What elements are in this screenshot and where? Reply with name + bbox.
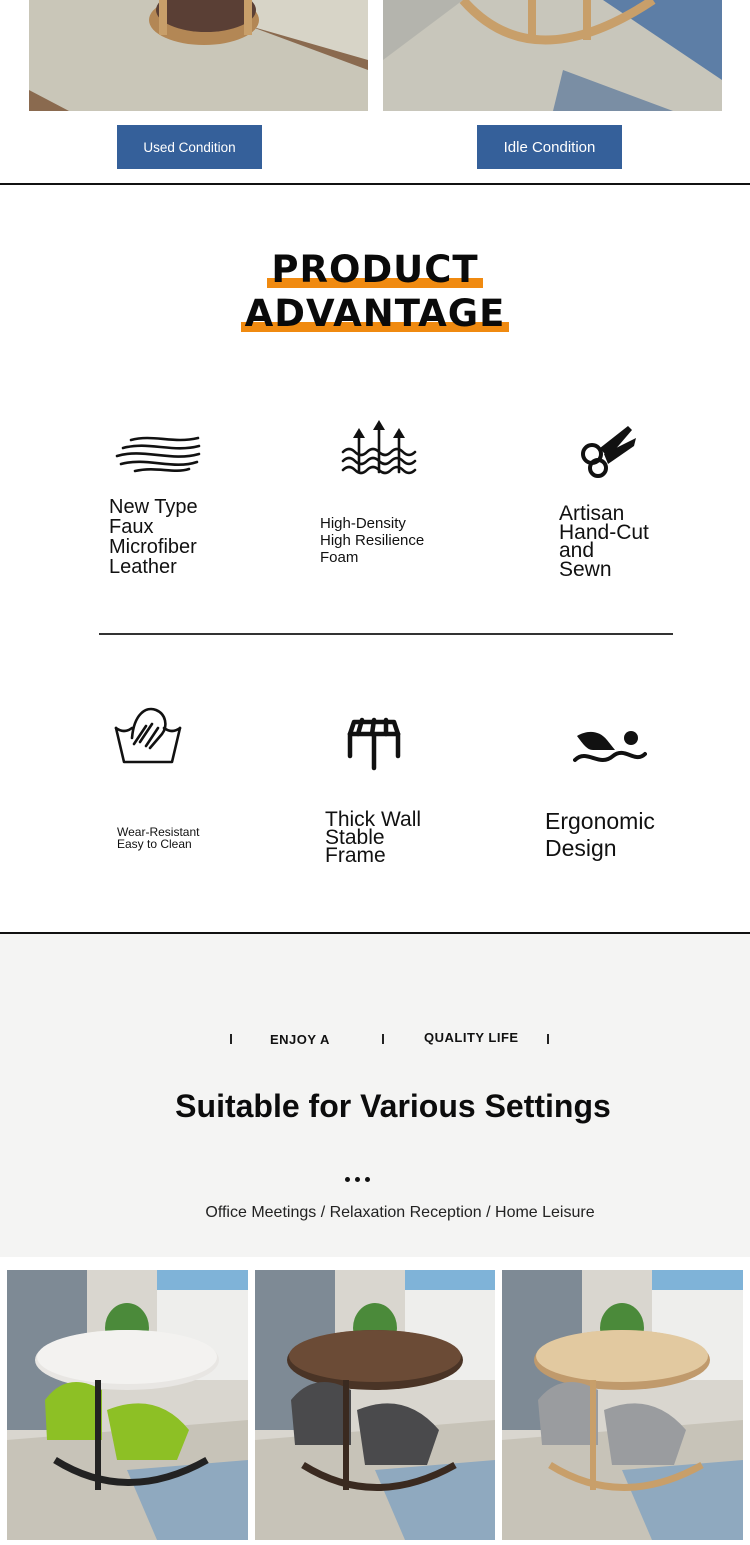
feature-divider [99,633,673,635]
stool-frame-icon [344,712,404,772]
settings-subtitle: Office Meetings / Relaxation Reception / Home Leisure [205,1204,595,1221]
variant-photo-grey [502,1270,743,1540]
feature-label-frame: Thick Wall Stable Frame [325,808,422,867]
used-condition-button[interactable]: Used Condition [117,125,262,169]
tagline-right: QUALITY LIFE [424,1030,519,1045]
separator-tick [382,1034,384,1044]
wash-basin-icon [112,704,184,768]
tagline-left: ENJOY A [270,1032,330,1047]
product-advantage-heading [0,248,750,336]
used-condition-photo [29,0,368,111]
idle-condition-photo [383,0,722,111]
foam-arrows-icon [339,420,419,476]
wave-lines-icon [113,432,203,476]
separator-tick [230,1034,232,1044]
separator-tick [547,1034,549,1044]
feature-label-microfiber: New Type Faux Microfiber Leather [109,496,198,578]
heading-line-2: ADVANTAGE [245,292,506,336]
variant-photo-green [7,1270,248,1540]
idle-condition-button[interactable]: Idle Condition [477,125,622,169]
feature-label-foam: High-Density High Resilience Foam [320,515,425,566]
settings-title: Suitable for Various Settings [175,1088,611,1124]
feature-label-handcut: Artisan Hand-Cut and Sewn [559,502,649,581]
ellipsis-dots [345,1169,375,1187]
variant-photo-dark [255,1270,495,1540]
section-divider [0,183,750,185]
swimmer-icon [573,724,647,768]
feature-label-ergonomic: Ergonomic Design [545,808,655,861]
scissors-icon [578,424,638,478]
feature-label-wear-resistant: Wear-Resistant Easy to Clean [117,825,200,851]
heading-line-1: PRODUCT [271,248,478,292]
